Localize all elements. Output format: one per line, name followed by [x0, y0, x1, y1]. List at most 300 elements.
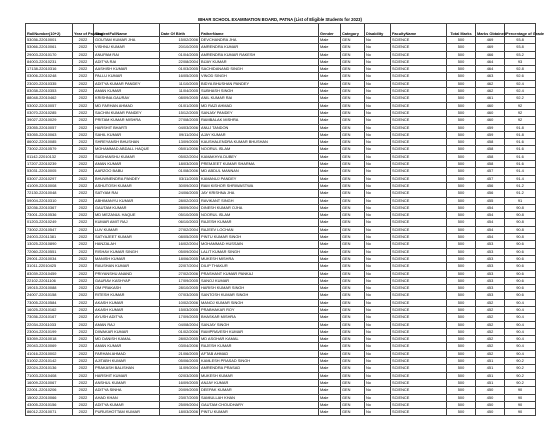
table-cell: 500: [447, 328, 476, 335]
table-cell: GEN: [341, 175, 365, 182]
table-cell: 454: [476, 234, 505, 241]
table-cell: 2022: [73, 314, 94, 321]
table-cell: 452: [476, 350, 505, 357]
table-cell: 456: [476, 182, 505, 189]
column-header: RollNumber(10+2): [26, 24, 73, 37]
table-cell: 500: [447, 226, 476, 233]
table-cell: 450: [476, 401, 505, 408]
table-cell: 462: [476, 80, 505, 87]
table-cell: Male: [319, 292, 341, 299]
table-cell: Male: [319, 168, 341, 175]
table-cell: Male: [319, 372, 341, 379]
table-cell: 28/02/2003: [160, 197, 200, 204]
table-cell: BIJAY KUMAR: [200, 58, 319, 65]
table-cell: 92: [505, 117, 536, 124]
table-cell: LUV KUMAR: [94, 226, 160, 233]
table-cell: 24007-22010158: [26, 292, 73, 299]
table-cell: BHASKAR MISHRA: [200, 314, 319, 321]
table-row: [26, 358, 536, 365]
table-cell: No: [365, 212, 391, 219]
table-cell: Male: [319, 146, 341, 153]
table-cell: 500: [447, 387, 476, 394]
table-cell: ADITYA RAI: [94, 58, 160, 65]
table-cell: 2022: [73, 175, 94, 182]
table-cell: AKASH KUMAR: [94, 306, 160, 313]
table-cell: 22/08/2004: [160, 58, 200, 65]
table-cell: 90.2: [505, 379, 536, 386]
table-cell: SATYAJEET KUMAR: [94, 234, 160, 241]
table-cell: SCIENCE: [391, 277, 447, 284]
table-cell: 32036-22010367: [26, 204, 73, 211]
table-cell: GEN: [341, 124, 365, 131]
table-cell: 452: [476, 299, 505, 306]
table-cell: No: [365, 175, 391, 182]
table-cell: No: [365, 328, 391, 335]
table-cell: PINTU KUMAR SINGH: [200, 234, 319, 241]
table-cell: No: [365, 343, 391, 350]
table-cell: 22034-22011033: [26, 321, 73, 328]
table-cell: AMAN KUMAR: [94, 343, 160, 350]
table-cell: 453: [476, 248, 505, 255]
table-cell: 72060-22010551: [26, 248, 73, 255]
table-cell: DINESH KUMAR OJHA: [200, 204, 319, 211]
table-cell: GEN: [341, 234, 365, 241]
table-cell: SCIENCE: [391, 336, 447, 343]
table-cell: GEN: [341, 66, 365, 73]
table-cell: 2022: [73, 204, 94, 211]
table-cell: KAMAKHYA DUBEY: [200, 153, 319, 160]
table-cell: 43005-22010156: [26, 401, 73, 408]
table-cell: Male: [319, 306, 341, 313]
table-cell: 27/02/2004: [160, 226, 200, 233]
table-cell: 500: [447, 379, 476, 386]
table-cell: 13025-22010890: [26, 241, 73, 248]
table-cell: 24003-22011381: [26, 234, 73, 241]
table-cell: GEN: [341, 58, 365, 65]
table-cell: GEN: [341, 263, 365, 270]
table-cell: No: [365, 131, 391, 138]
table-cell: 500: [447, 336, 476, 343]
table-cell: 29001-22010034: [26, 255, 73, 262]
table-cell: 451: [476, 379, 505, 386]
table-cell: No: [365, 102, 391, 109]
table-cell: AMRENDRA KUMAR: [200, 44, 319, 51]
table-cell: 05/01/2006: [160, 146, 200, 153]
table-cell: 90.4: [505, 328, 536, 335]
table-cell: 92: [505, 102, 536, 109]
table-row: [26, 102, 536, 109]
table-row: [26, 58, 536, 65]
table-cell: MD ABDUL MANNAN: [200, 168, 319, 175]
table-cell: GEN: [341, 80, 365, 87]
table-cell: 450: [476, 394, 505, 401]
table-cell: 20/10/2005: [160, 44, 200, 51]
table-row: [26, 299, 536, 306]
table-cell: 500: [447, 241, 476, 248]
table-cell: PINTU KUMAR: [200, 409, 319, 416]
table-cell: 2022: [73, 66, 94, 73]
table-cell: Male: [319, 139, 341, 146]
table-cell: 15/03/2005: [160, 306, 200, 313]
table-cell: SCIENCE: [391, 365, 447, 372]
table-row: [26, 37, 536, 44]
table-cell: 15/02/2006: [160, 37, 200, 44]
table-cell: 457: [476, 168, 505, 175]
table-cell: 91.4: [505, 168, 536, 175]
table-cell: 2022: [73, 270, 94, 277]
table-cell: 2022: [73, 379, 94, 386]
table-cell: 24/06/2005: [160, 190, 200, 197]
table-cell: 2022: [73, 153, 94, 160]
table-cell: VISHNU KUMAR: [94, 44, 160, 51]
table-cell: GEN: [341, 44, 365, 51]
table-cell: No: [365, 234, 391, 241]
table-cell: Male: [319, 409, 341, 416]
table-cell: AYUSH ADITYA: [94, 314, 160, 321]
table-cell: 2022: [73, 58, 94, 65]
table-cell: 04/03/2006: [160, 124, 200, 131]
table-row: [26, 95, 536, 102]
table-cell: 90.8: [505, 204, 536, 211]
table-cell: SCIENCE: [391, 153, 447, 160]
table-cell: Male: [319, 109, 341, 116]
table-cell: Male: [319, 190, 341, 197]
table-cell: SCIENCE: [391, 66, 447, 73]
table-cell: 27/02/2006: [160, 270, 200, 277]
table-row: [26, 285, 536, 292]
table-cell: 90.6: [505, 241, 536, 248]
table-cell: 2022: [73, 226, 94, 233]
table-cell: 39027-22010029: [26, 117, 73, 124]
table-cell: No: [365, 139, 391, 146]
table-cell: GEN: [341, 285, 365, 292]
table-cell: 2022: [73, 365, 94, 372]
table-cell: Male: [319, 175, 341, 182]
table-cell: GEN: [341, 350, 365, 357]
table-cell: 01/08/2006: [160, 168, 200, 175]
table-cell: 459: [476, 124, 505, 131]
table-cell: Male: [319, 241, 341, 248]
table-cell: DILIP THAKUR: [200, 263, 319, 270]
table-row: [26, 255, 536, 262]
table-cell: SUDHANSHU KUMAR: [94, 153, 160, 160]
table-cell: No: [365, 168, 391, 175]
table-cell: 53059-22010018: [26, 336, 73, 343]
table-cell: 91.6: [505, 153, 536, 160]
table-cell: 05/06/2005: [160, 358, 200, 365]
table-cell: 452: [476, 336, 505, 343]
table-cell: 500: [447, 182, 476, 189]
table-cell: 03070-22010285: [26, 109, 73, 116]
table-cell: 16025-22010162: [26, 306, 73, 313]
table-cell: GEN: [341, 248, 365, 255]
table-cell: 458: [476, 161, 505, 168]
table-cell: 500: [447, 44, 476, 51]
table-cell: SCIENCE: [391, 131, 447, 138]
table-cell: 16/02/2004: [160, 241, 200, 248]
table-cell: 500: [447, 314, 476, 321]
table-cell: 2022: [73, 248, 94, 255]
table-cell: SCIENCE: [391, 51, 447, 58]
table-cell: 2022: [73, 409, 94, 416]
table-cell: No: [365, 37, 391, 44]
table-cell: GEN: [341, 182, 365, 189]
table-row: [26, 372, 536, 379]
table-cell: ADITYA SINHA: [94, 387, 160, 394]
table-cell: GEN: [341, 226, 365, 233]
table-cell: PRAKASH BALISHAN: [94, 365, 160, 372]
table-cell: 500: [447, 401, 476, 408]
table-cell: 03006-22010248: [26, 73, 73, 80]
table-cell: No: [365, 263, 391, 270]
table-cell: 2022: [73, 401, 94, 408]
table-cell: 23020-22010335: [26, 80, 73, 87]
table-cell: RISHAV KUMAR SINGH: [94, 248, 160, 255]
table-row: [26, 263, 536, 270]
table-cell: No: [365, 314, 391, 321]
table-cell: RAUSHAN KUMAR: [94, 263, 160, 270]
table-cell: SCIENCE: [391, 350, 447, 357]
table-cell: 454: [476, 212, 505, 219]
table-cell: GEN: [341, 409, 365, 416]
table-cell: 500: [447, 168, 476, 175]
table-cell: RAVIKANT SINGH: [200, 197, 319, 204]
table-cell: 90.2: [505, 358, 536, 365]
table-cell: No: [365, 44, 391, 51]
table-cell: SCIENCE: [391, 175, 447, 182]
table-cell: Male: [319, 161, 341, 168]
table-cell: 2022: [73, 321, 94, 328]
table-cell: 2022: [73, 263, 94, 270]
table-cell: Male: [319, 226, 341, 233]
table-cell: 11/04/2005: [160, 88, 200, 95]
table-cell: 90.2: [505, 372, 536, 379]
table-cell: Male: [319, 328, 341, 335]
table-cell: No: [365, 248, 391, 255]
result-sheet: [25, 16, 545, 416]
table-cell: No: [365, 153, 391, 160]
table-cell: 20/09/2005: [160, 387, 200, 394]
table-cell: 30/09/2003: [160, 182, 200, 189]
table-cell: SCIENCE: [391, 314, 447, 321]
table-cell: 90.6: [505, 270, 536, 277]
table-cell: SCIENCE: [391, 394, 447, 401]
table-row: [26, 306, 536, 313]
table-cell: SCIENCE: [391, 343, 447, 350]
table-cell: AMAN KUMAR: [94, 88, 160, 95]
table-cell: SCIENCE: [391, 234, 447, 241]
table-cell: SCIENCE: [391, 124, 447, 131]
table-cell: 90.2: [505, 365, 536, 372]
table-cell: 05/09/2004: [160, 248, 200, 255]
table-cell: No: [365, 66, 391, 73]
table-cell: 500: [447, 409, 476, 416]
table-cell: 17138-22010316: [26, 66, 73, 73]
table-cell: Male: [319, 44, 341, 51]
table-cell: 451: [476, 358, 505, 365]
table-cell: Male: [319, 314, 341, 321]
table-cell: No: [365, 204, 391, 211]
table-cell: 90.4: [505, 350, 536, 357]
table-cell: 90.4: [505, 321, 536, 328]
table-cell: 90: [505, 387, 536, 394]
table-cell: KAUSHALENDRA KUMAR BHUSHAN: [200, 139, 319, 146]
table-cell: PALLU KUMAR: [94, 73, 160, 80]
table-cell: GEN: [341, 131, 365, 138]
table-row: [26, 328, 536, 335]
table-cell: 15/12/2005: [160, 109, 200, 116]
table-cell: Male: [319, 131, 341, 138]
table-cell: 500: [447, 219, 476, 226]
column-header: Total Marks: [447, 24, 476, 37]
table-cell: 91.6: [505, 161, 536, 168]
table-row: [26, 409, 536, 416]
table-cell: 2022: [73, 394, 94, 401]
table-row: [26, 292, 536, 299]
table-cell: 500: [447, 234, 476, 241]
table-cell: 93.2: [505, 51, 536, 58]
table-cell: 92.8: [505, 66, 536, 73]
table-row: [26, 139, 536, 146]
table-cell: No: [365, 241, 391, 248]
table-cell: SCIENCE: [391, 95, 447, 102]
table-cell: GEN: [341, 51, 365, 58]
table-cell: 41009-22010008: [26, 182, 73, 189]
table-cell: RAJESH KUMAR: [200, 343, 319, 350]
table-cell: OM PRAKASH: [94, 285, 160, 292]
table-cell: SCIENCE: [391, 379, 447, 386]
table-cell: Male: [319, 219, 341, 226]
table-row: [26, 248, 536, 255]
column-header: FacultyName: [391, 24, 447, 37]
table-cell: No: [365, 51, 391, 58]
table-cell: SCIENCE: [391, 270, 447, 277]
table-cell: 2022: [73, 350, 94, 357]
column-header: Disability: [365, 24, 391, 37]
table-cell: 28/10/2005: [160, 285, 200, 292]
table-cell: HARSHIT KUMAR: [94, 372, 160, 379]
table-cell: 2022: [73, 73, 94, 80]
table-cell: GEN: [341, 379, 365, 386]
table-cell: SANTOSH KUMAR SINGH: [200, 292, 319, 299]
table-cell: 453: [476, 292, 505, 299]
table-cell: 2022: [73, 182, 94, 189]
table-row: [26, 321, 536, 328]
table-cell: 92: [505, 109, 536, 116]
table-cell: 462: [476, 88, 505, 95]
table-cell: Male: [319, 117, 341, 124]
table-cell: 500: [447, 153, 476, 160]
table-cell: ANJAY KUMAR: [200, 379, 319, 386]
table-cell: 2022: [73, 212, 94, 219]
table-cell: 2022: [73, 190, 94, 197]
table-cell: MUKESH KUMAR: [200, 372, 319, 379]
table-cell: 500: [447, 88, 476, 95]
table-cell: 454: [476, 204, 505, 211]
table-cell: Male: [319, 379, 341, 386]
table-cell: 06/10/2003: [160, 219, 200, 226]
table-cell: 90: [505, 401, 536, 408]
table-cell: No: [365, 372, 391, 379]
table-cell: MD FARHAN AHMAD: [94, 102, 160, 109]
table-cell: 2022: [73, 51, 94, 58]
table-cell: GEN: [341, 190, 365, 197]
table-row: [26, 168, 536, 175]
table-cell: RAMBALAK MISHRA: [200, 117, 319, 124]
table-cell: 2022: [73, 131, 94, 138]
table-cell: 18/06/2005: [160, 255, 200, 262]
table-cell: 500: [447, 190, 476, 197]
table-cell: 500: [447, 161, 476, 168]
table-cell: GEN: [341, 88, 365, 95]
table-cell: No: [365, 190, 391, 197]
table-cell: 83039-22010459: [26, 270, 73, 277]
table-cell: GEN: [341, 270, 365, 277]
table-cell: ANSHUL KUMAR: [94, 379, 160, 386]
table-cell: 90.8: [505, 219, 536, 226]
table-cell: SCIENCE: [391, 226, 447, 233]
table-cell: 93.8: [505, 44, 536, 51]
table-cell: SANJAY SINGH: [200, 321, 319, 328]
table-cell: 84003-22010231: [26, 58, 73, 65]
table-cell: 16/09/2005: [160, 379, 200, 386]
table-cell: SCIENCE: [391, 80, 447, 87]
table-row: [26, 153, 536, 160]
table-cell: 456: [476, 190, 505, 197]
table-cell: GEN: [341, 197, 365, 204]
table-cell: 2022: [73, 299, 94, 306]
table-cell: AARZOO BABU: [94, 168, 160, 175]
table-cell: KAMANUJ PANDEY: [200, 175, 319, 182]
table-cell: 453: [476, 270, 505, 277]
table-cell: 08/09/2005: [160, 95, 200, 102]
table-cell: 13/09/2005: [160, 139, 200, 146]
table-cell: 500: [447, 277, 476, 284]
table-cell: MUKESH MISHRA: [200, 255, 319, 262]
table-cell: 453: [476, 277, 505, 284]
table-cell: No: [365, 95, 391, 102]
table-cell: 53002-22010057: [26, 102, 73, 109]
table-cell: GEN: [341, 255, 365, 262]
column-header: Category: [341, 24, 365, 37]
table-cell: RAJESH KUMAR: [200, 219, 319, 226]
table-cell: No: [365, 336, 391, 343]
table-cell: Male: [319, 153, 341, 160]
table-cell: GEN: [341, 109, 365, 116]
table-cell: Male: [319, 88, 341, 95]
table-cell: SCIENCE: [391, 255, 447, 262]
table-cell: SCIENCE: [391, 204, 447, 211]
table-row: [26, 350, 536, 357]
table-cell: 01203-22010249: [26, 219, 73, 226]
table-cell: 22024-22010136: [26, 365, 73, 372]
table-cell: 03007-22010297: [26, 175, 73, 182]
table-row: [26, 379, 536, 386]
table-row: [26, 175, 536, 182]
table-cell: 15002-22010066: [26, 394, 73, 401]
table-cell: SATYAM RAI: [94, 190, 160, 197]
table-cell: No: [365, 321, 391, 328]
table-cell: Male: [319, 124, 341, 131]
table-cell: AFTAB AHMAD: [200, 350, 319, 357]
table-cell: MANISH KUMAR: [94, 255, 160, 262]
table-cell: Male: [319, 66, 341, 73]
table-cell: 2022: [73, 387, 94, 394]
table-cell: 71003-22010408: [26, 372, 73, 379]
table-row: [26, 197, 536, 204]
table-cell: 500: [447, 263, 476, 270]
table-cell: 450: [476, 387, 505, 394]
